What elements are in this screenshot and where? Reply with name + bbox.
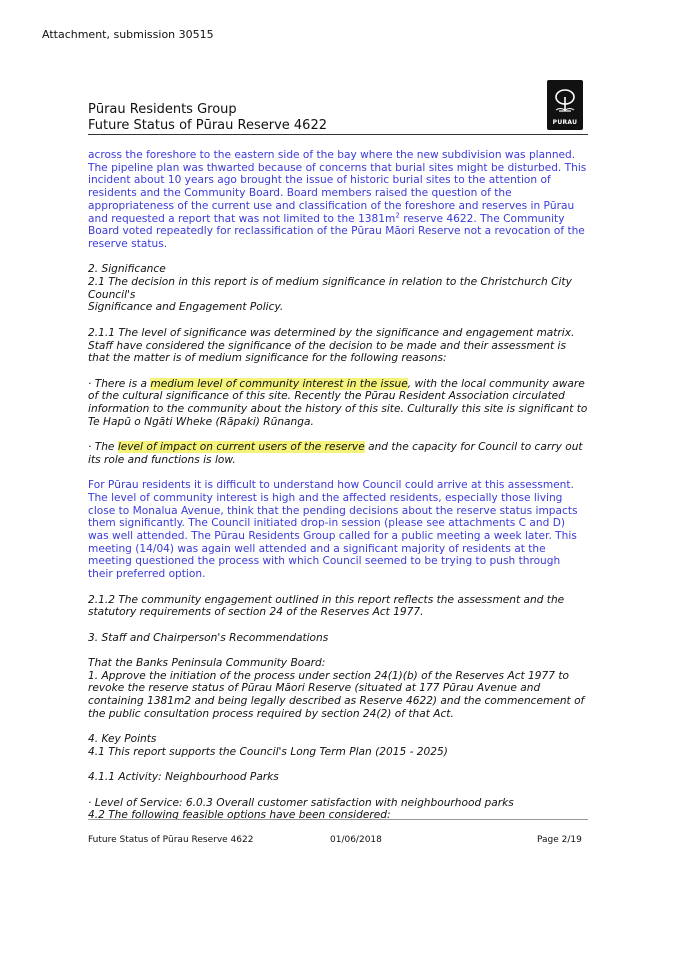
highlight-community-interest: medium level of community interest in the issue	[150, 377, 408, 390]
section-level-of-service: · Level of Service: 6.0.3 Overall customer satisfaction with neighbourhood parks 4.2 The following feasible options have been considered:	[88, 796, 514, 822]
paragraph-4-1-1: 4.1.1 Activity: Neighbourhood Parks	[88, 771, 279, 784]
paragraph-history: across the foreshore to the eastern side of the bay where the new subdivision was planned. The pipeline plan was thwarted because of concerns that burial sites might be disturbed. This incident about 10 years ago brought the issue of historic burial sites to the attention of residents and the Community Board. Board members raised the question of the appropriateness of the current use and classification of the foreshore and reserves in Pūrau and requested a report that was not limited to the $1381m^2$ reserve 4622. The Community Board voted repeatedly for reclassification of the Pūrau Māori Reserve not a revocation of the reserve status.	[88, 149, 587, 250]
logo-text: PURAU	[552, 119, 578, 126]
paragraph-residents-response: For Pūrau residents it is difficult to understand how Council could arrive at this assessment. The level of community interest is high and the affected residents, especially those living close to Monalua Avenue, think that the pending decisions about the reserve status impacts them significantly. The Council initiated drop-in session (please see attachments C and D) was well attended. The Pūrau Residents Group called for a public meeting a week later. This meeting (14/04) was again well attended and a significant majority of residents at the meeting questioned the process with which Council seemed to be trying to push through their preferred option.	[88, 479, 578, 581]
attachment-label: Attachment, submission 30515	[42, 28, 214, 41]
header-rule	[88, 134, 588, 135]
footer-page-number: Page 2/19	[537, 835, 582, 845]
paragraph-2-1-1: 2.1.1 The level of significance was determined by the significance and engagement matrix. Staff have considered the significance of the decision to be made and their assessment is that the matter is of medium significance for the following reasons:	[88, 326, 575, 365]
section-key-points: 4. Key Points 4.1 This report supports the Council's Long Term Plan (2015 - 2025)	[88, 733, 448, 758]
paragraph-2-1-2: 2.1.2 The community engagement outlined in this report reflects the assessment and the statutory requirements of section 24 of the Reserves Act 1977.	[88, 593, 565, 619]
header-document-title: Future Status of Pūrau Reserve 4622	[88, 118, 327, 133]
section-recommendations: That the Banks Peninsula Community Board: 1. Approve the initiation of the process under section 24(1)(b) of the Reserves Act 1977 to revoke the reserve status of Pūrau Māori Reserve (situated at 177 Pūrau Avenue and containing 1381m2 and being legally described as Reserve 4622) and the commencement of the public consultation process required by section 24(2) of that Act.	[88, 657, 585, 720]
section-recommendations-heading: 3. Staff and Chairperson's Recommendations	[88, 631, 329, 644]
bullet-impact-users: · The level of impact on current users of the reserve and the capacity for Council to carry out its role and functions is low.	[88, 441, 583, 466]
footer-rule	[88, 819, 588, 820]
section-heading: 2. Significance	[88, 263, 166, 276]
purau-logo	[547, 80, 583, 130]
header-title	[88, 102, 327, 134]
section-significance: 2. Significance 2.1 The decision in this report is of medium significance in relation to the Christchurch City Council's Significance and Engagement Policy.	[88, 263, 572, 314]
document-body	[88, 149, 588, 835]
highlight-impact-users: level of impact on current users of the reserve	[117, 441, 365, 454]
header-org-name: Pūrau Residents Group	[88, 102, 237, 117]
footer-date: 01/06/2018	[330, 835, 382, 845]
footer-document-title: Future Status of Pūrau Reserve 4622	[88, 835, 254, 845]
bullet-community-interest: · There is a medium level of community interest in the issue, with the local community aware of the cultural significance of this site. Recently the Pūrau Resident Association circulated information to the community about the history of this site. Culturally this site is significant to Te Hapū o Ngāti Wheke (Rāpaki) Rūnanga.	[88, 377, 588, 428]
